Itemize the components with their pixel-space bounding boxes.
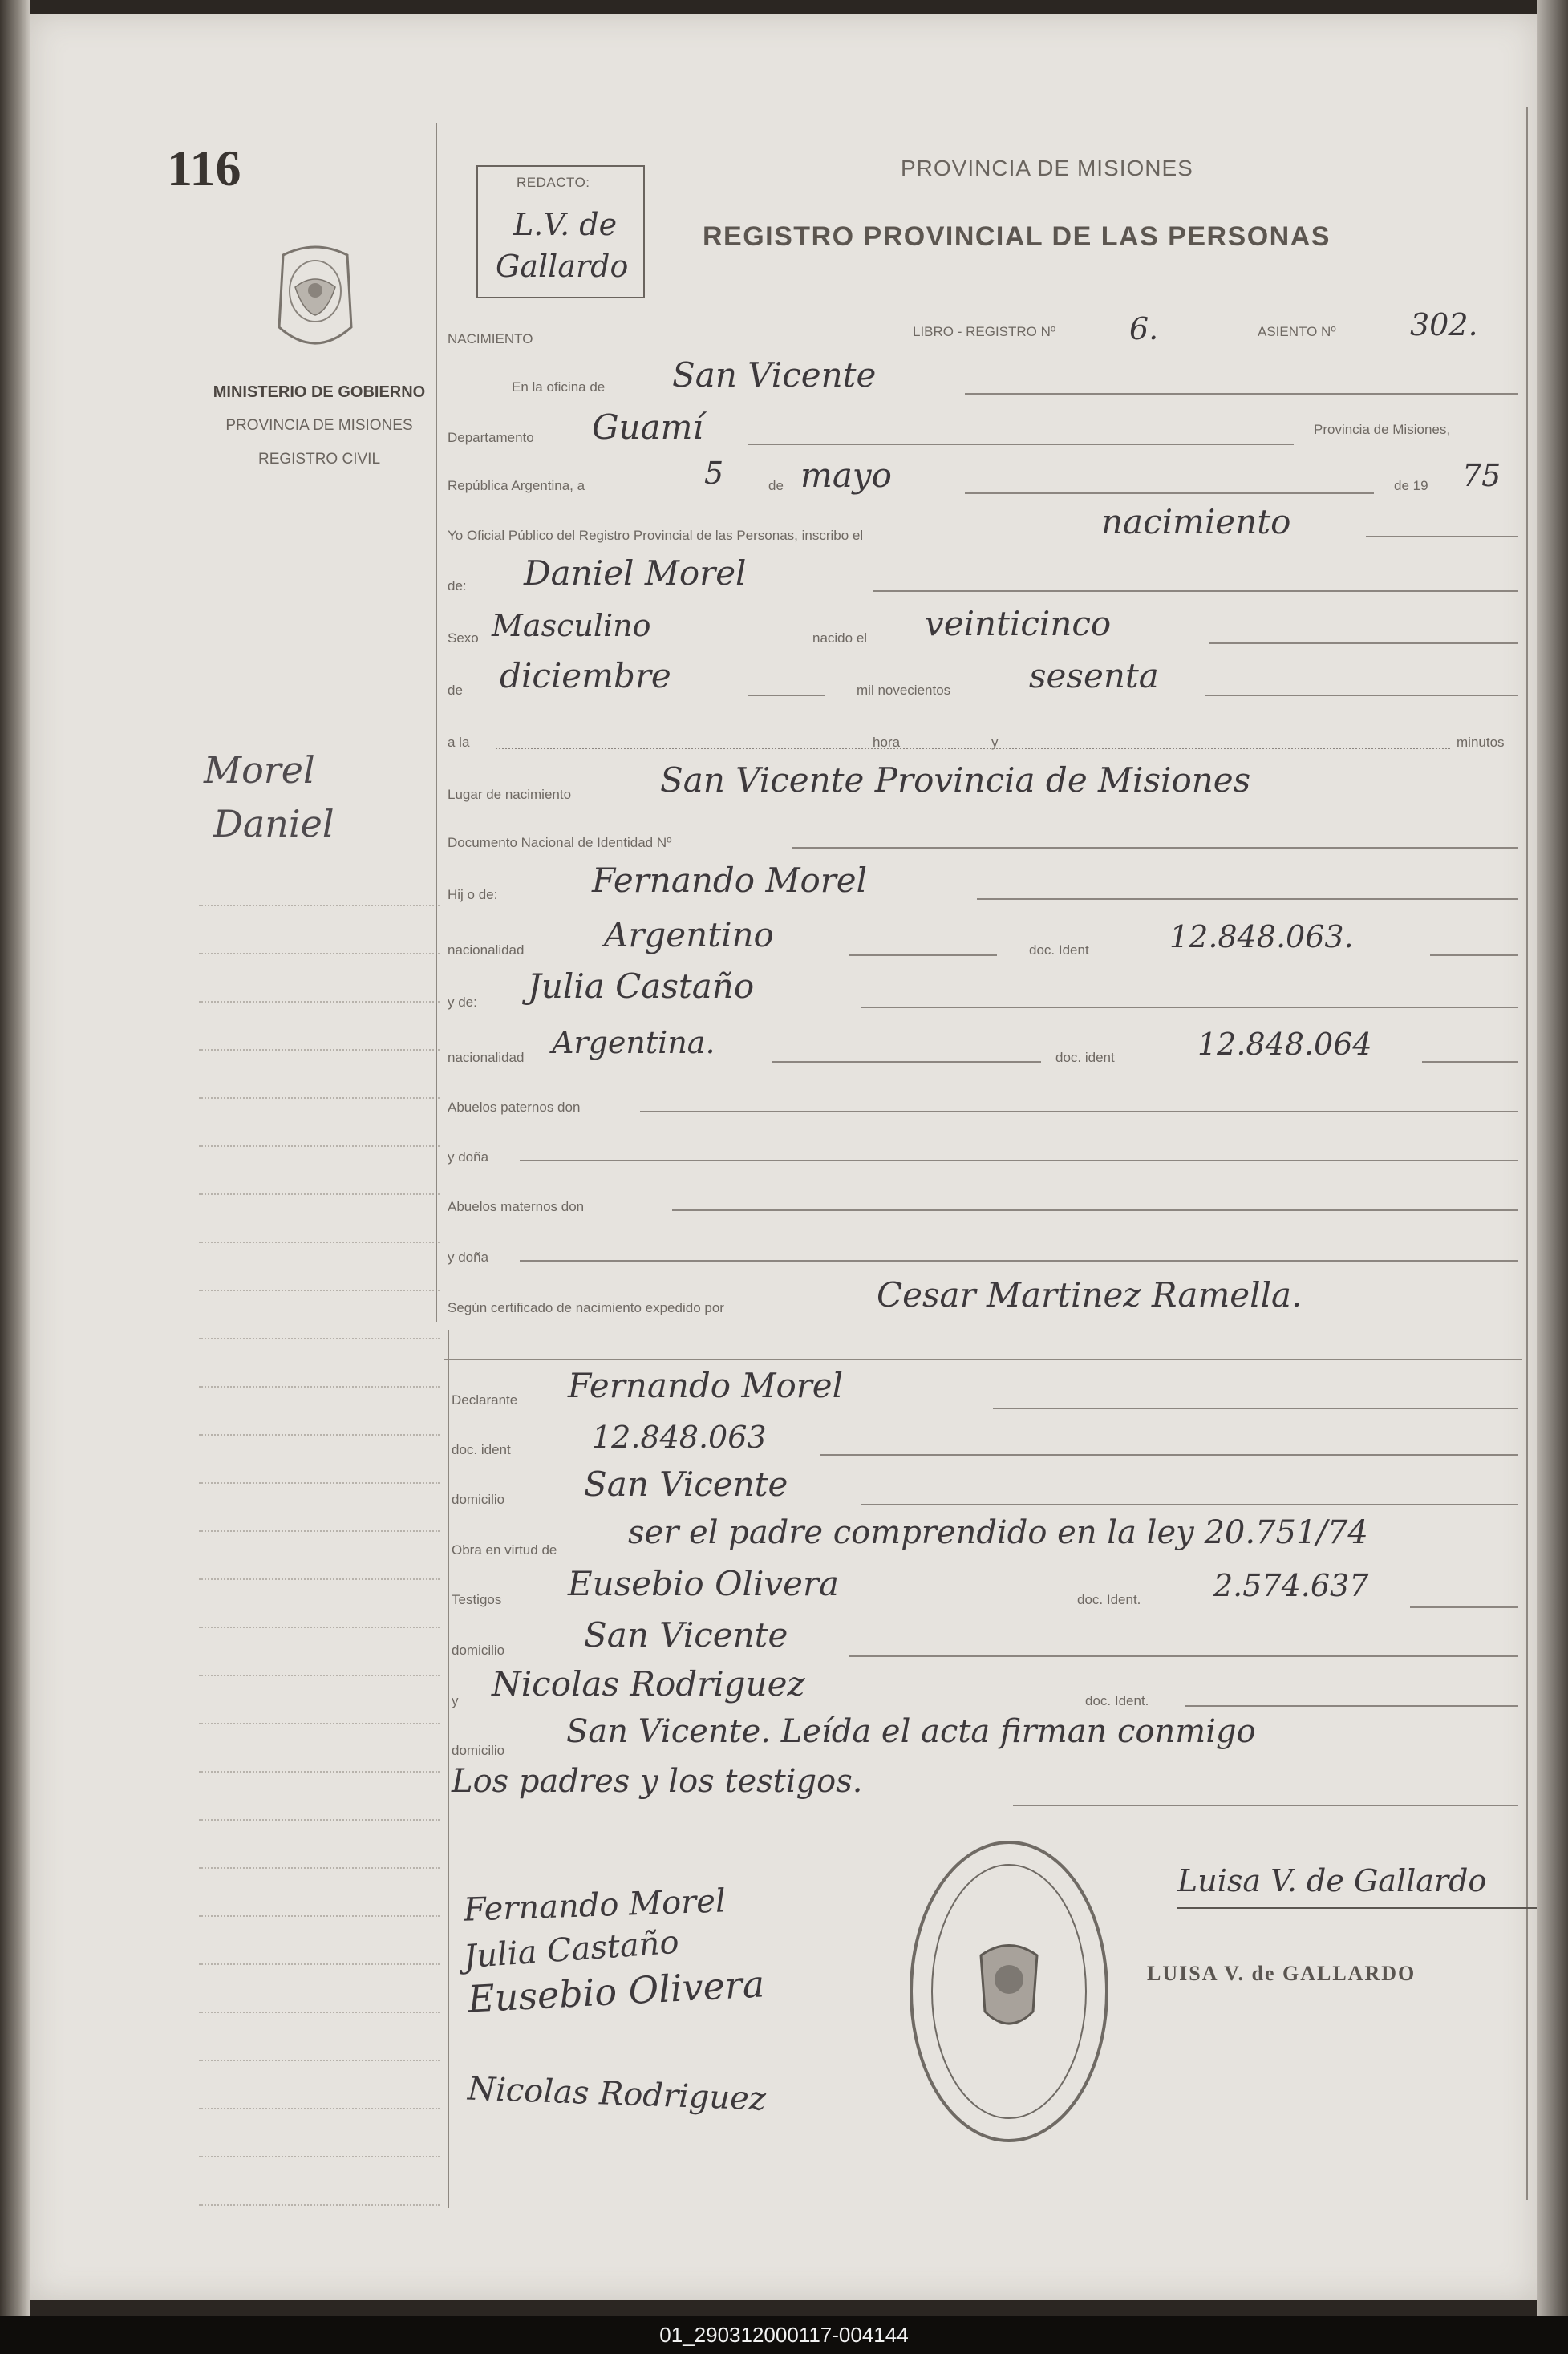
hijo-label: Hij o de: [448, 887, 498, 902]
margin-annotation-name: Daniel [213, 802, 334, 845]
ruled-line [199, 1193, 440, 1195]
ruled-line [199, 1915, 440, 1917]
ruled-line [199, 1771, 440, 1773]
ruled-line [199, 953, 440, 954]
minutos-label: minutos [1457, 735, 1505, 750]
ruled-line [199, 1049, 440, 1051]
mother-value: Julia Castaño [528, 966, 755, 1006]
ruled-line [199, 1723, 440, 1724]
ruled-line [199, 1530, 440, 1532]
fill-line [1209, 642, 1518, 644]
fill-line [520, 1260, 1518, 1262]
ruled-line [199, 2204, 440, 2206]
segun-value: Cesar Martinez Ramella. [877, 1275, 1303, 1315]
registry-title: REGISTRO PROVINCIAL DE LAS PERSONAS [703, 221, 1331, 252]
obra-value: ser el padre comprendido en la ley 20.751/74 [628, 1514, 1368, 1551]
coat-of-arms-icon [271, 239, 359, 359]
day-value: 5 [704, 456, 724, 491]
declarante-label: Declarante [452, 1392, 518, 1408]
ruled-line [199, 1578, 440, 1580]
testigo2-value: Nicolas Rodriguez [492, 1664, 805, 1704]
form-border-right [1526, 107, 1528, 2200]
ruled-line [199, 1001, 440, 1003]
testigo1-doc-value: 2.574.637 [1213, 1568, 1369, 1603]
abuelos-paternos-label: Abuelos paternos don [448, 1100, 581, 1115]
y-dona-label: y doña [448, 1149, 489, 1165]
ruled-line [199, 1819, 440, 1821]
ruled-line [199, 1434, 440, 1436]
documento-label: Documento Nacional de Identidad Nº [448, 835, 672, 850]
nacionalidad2-label: nacionalidad [448, 1050, 525, 1065]
segun-label: Según certificado de nacimiento expedido por [448, 1300, 724, 1315]
signature-witness2: Nicolas Rodriguez [467, 2070, 767, 2118]
y-label: y [991, 735, 999, 750]
section-divider [444, 1359, 1522, 1360]
mother-doc-value: 12.848.064 [1197, 1027, 1372, 1062]
fill-line [873, 590, 1518, 592]
ruled-line [199, 1338, 440, 1339]
father-doc-value: 12.848.063. [1169, 919, 1354, 954]
sexo-value: Masculino [492, 608, 651, 643]
year-value: 75 [1462, 458, 1501, 493]
fill-line [772, 1061, 1041, 1063]
ruled-line [199, 1145, 440, 1147]
signature-witness1: Eusebio Olivera [466, 1962, 766, 2021]
nacionalidad-label: nacionalidad [448, 942, 525, 958]
redacto-value-line1: L.V. de [513, 207, 618, 242]
signature-mother: Julia Castaño [462, 1923, 680, 1976]
fill-line [1410, 1606, 1518, 1608]
file-id: 01_290312000117-004144 [659, 2323, 909, 2347]
page-number: 116 [167, 140, 241, 197]
libro-value: 6. [1129, 311, 1159, 346]
signature-father: Fernando Morel [463, 1882, 727, 1929]
fill-line [748, 695, 825, 696]
father-nat-value: Argentino [604, 915, 774, 954]
doc-ident-label: doc. Ident [1029, 942, 1089, 958]
asiento-label: ASIENTO Nº [1258, 324, 1336, 339]
obra-label: Obra en virtud de [452, 1542, 557, 1558]
fill-line [1366, 536, 1518, 537]
de-person-label: de: [448, 578, 467, 594]
fill-line [496, 748, 1450, 749]
form-border-left [436, 123, 437, 1322]
testigo2-doc-label: doc. Ident. [1085, 1693, 1149, 1708]
registry-stamp-icon [905, 1835, 1113, 2148]
domicilio3-value: San Vicente. Leída el acta firman conmigo [566, 1713, 1256, 1750]
domicilio2-value: San Vicente [584, 1615, 788, 1655]
y-witness-label: y [452, 1693, 459, 1708]
ministry-registry: REGISTRO CIVIL [257, 451, 381, 468]
closing-value: Los padres y los testigos. [452, 1763, 863, 1800]
provincia-suffix: Provincia de Misiones, [1314, 422, 1451, 437]
abuelos-maternos-label: Abuelos maternos don [448, 1199, 585, 1214]
fill-line [520, 1160, 1518, 1161]
register-page [30, 14, 1537, 2300]
fill-line [820, 1454, 1518, 1456]
a-la-label: a la [448, 735, 470, 750]
domicilio3-label: domicilio [452, 1743, 505, 1758]
ministry-name: MINISTERIO DE GOBIERNO [213, 383, 426, 401]
lugar-value: San Vicente Provincia de Misiones [660, 760, 1251, 800]
fill-line [1430, 954, 1518, 956]
ministry-block [191, 375, 448, 476]
fill-line [861, 1007, 1518, 1008]
record-type-label: NACIMIENTO [448, 331, 533, 346]
ruled-line [199, 2060, 440, 2061]
fill-line [1013, 1805, 1518, 1806]
redacto-box [476, 165, 645, 298]
departamento-label: Departamento [448, 430, 534, 445]
fill-line [1185, 1705, 1518, 1707]
form-border-left-lower [448, 1330, 449, 2208]
fill-line [965, 492, 1374, 494]
fill-line [977, 898, 1518, 900]
fill-line [748, 444, 1294, 445]
fill-line [1422, 1061, 1518, 1063]
nacido-value: veinticinco [925, 604, 1112, 643]
book-spine [0, 0, 30, 2354]
ruled-line [199, 1627, 440, 1628]
doc-label: doc. ident [452, 1442, 511, 1457]
ruled-line [199, 2108, 440, 2109]
ruled-line [199, 2012, 440, 2013]
declarante-value: Fernando Morel [568, 1366, 844, 1405]
ruled-line [199, 1963, 440, 1965]
signature-official: Luisa V. de Gallardo [1177, 1863, 1487, 1898]
domicilio2-label: domicilio [452, 1643, 505, 1658]
mother-nat-value: Argentina. [552, 1025, 715, 1060]
father-value: Fernando Morel [592, 861, 868, 900]
fill-line [849, 954, 997, 956]
libro-label: LIBRO - REGISTRO Nº [913, 324, 1056, 339]
official-printed-name: LUISA V. de GALLARDO [1147, 1962, 1416, 1985]
month-value: mayo [800, 456, 892, 495]
oficial-text: Yo Oficial Público del Registro Provincial de las Personas, inscribo el [448, 528, 864, 543]
y-dona2-label: y doña [448, 1250, 489, 1265]
ruled-line [199, 1675, 440, 1676]
fill-line [993, 1408, 1518, 1409]
ruled-line [199, 2156, 440, 2157]
nacido-label: nacido el [812, 630, 868, 646]
ruled-line [199, 1242, 440, 1243]
departamento-value: Guamí [592, 407, 703, 447]
redacto-value-line2: Gallardo [496, 249, 629, 284]
hora-label: hora [873, 735, 901, 750]
de-label: de [768, 478, 784, 493]
y-de-label: y de: [448, 995, 477, 1010]
fill-line [861, 1504, 1518, 1505]
lugar-label: Lugar de nacimiento [448, 787, 572, 802]
ruled-line [199, 1097, 440, 1099]
republica-label: República Argentina, a [448, 478, 585, 493]
mil-label: mil novecientos [857, 683, 951, 698]
ministry-province: PROVINCIA DE MISIONES [225, 417, 413, 434]
domicilio-label: domicilio [452, 1492, 505, 1507]
doc-ident2-label: doc. ident [1055, 1050, 1115, 1065]
domicilio-value: San Vicente [584, 1465, 788, 1504]
sexo-label: Sexo [448, 630, 479, 646]
year-prefix: de 19 [1394, 478, 1428, 493]
fill-line [1205, 695, 1518, 696]
de2-label: de [448, 683, 463, 698]
ruled-line [199, 1386, 440, 1388]
fill-line [792, 847, 1518, 849]
province-title: PROVINCIA DE MISIONES [901, 156, 1193, 180]
oficina-value: San Vicente [672, 355, 877, 395]
margin-annotation-surname: Morel [204, 748, 315, 792]
fill-line [672, 1209, 1518, 1211]
oficina-label: En la oficina de [512, 379, 606, 395]
testigos-label: Testigos [452, 1592, 502, 1607]
doc-value: 12.848.063 [592, 1420, 767, 1455]
asiento-value: 302. [1410, 307, 1478, 342]
birth-month-value: diciembre [500, 656, 671, 695]
fill-line [640, 1111, 1518, 1112]
page-edge [1537, 0, 1568, 2354]
ruled-line [199, 1867, 440, 1869]
fill-line [965, 393, 1518, 395]
ruled-line [199, 1290, 440, 1291]
person-value: Daniel Morel [524, 553, 747, 593]
ruled-line [199, 905, 440, 906]
signature-underline [1177, 1907, 1538, 1909]
fill-line [849, 1655, 1518, 1657]
testigo1-value: Eusebio Olivera [568, 1564, 840, 1603]
inscribo-value: nacimiento [1101, 502, 1291, 541]
redacto-label: REDACTO: [517, 175, 590, 190]
birth-year-value: sesenta [1029, 656, 1159, 695]
ruled-line [199, 1482, 440, 1484]
testigo1-doc-label: doc. Ident. [1077, 1592, 1141, 1607]
